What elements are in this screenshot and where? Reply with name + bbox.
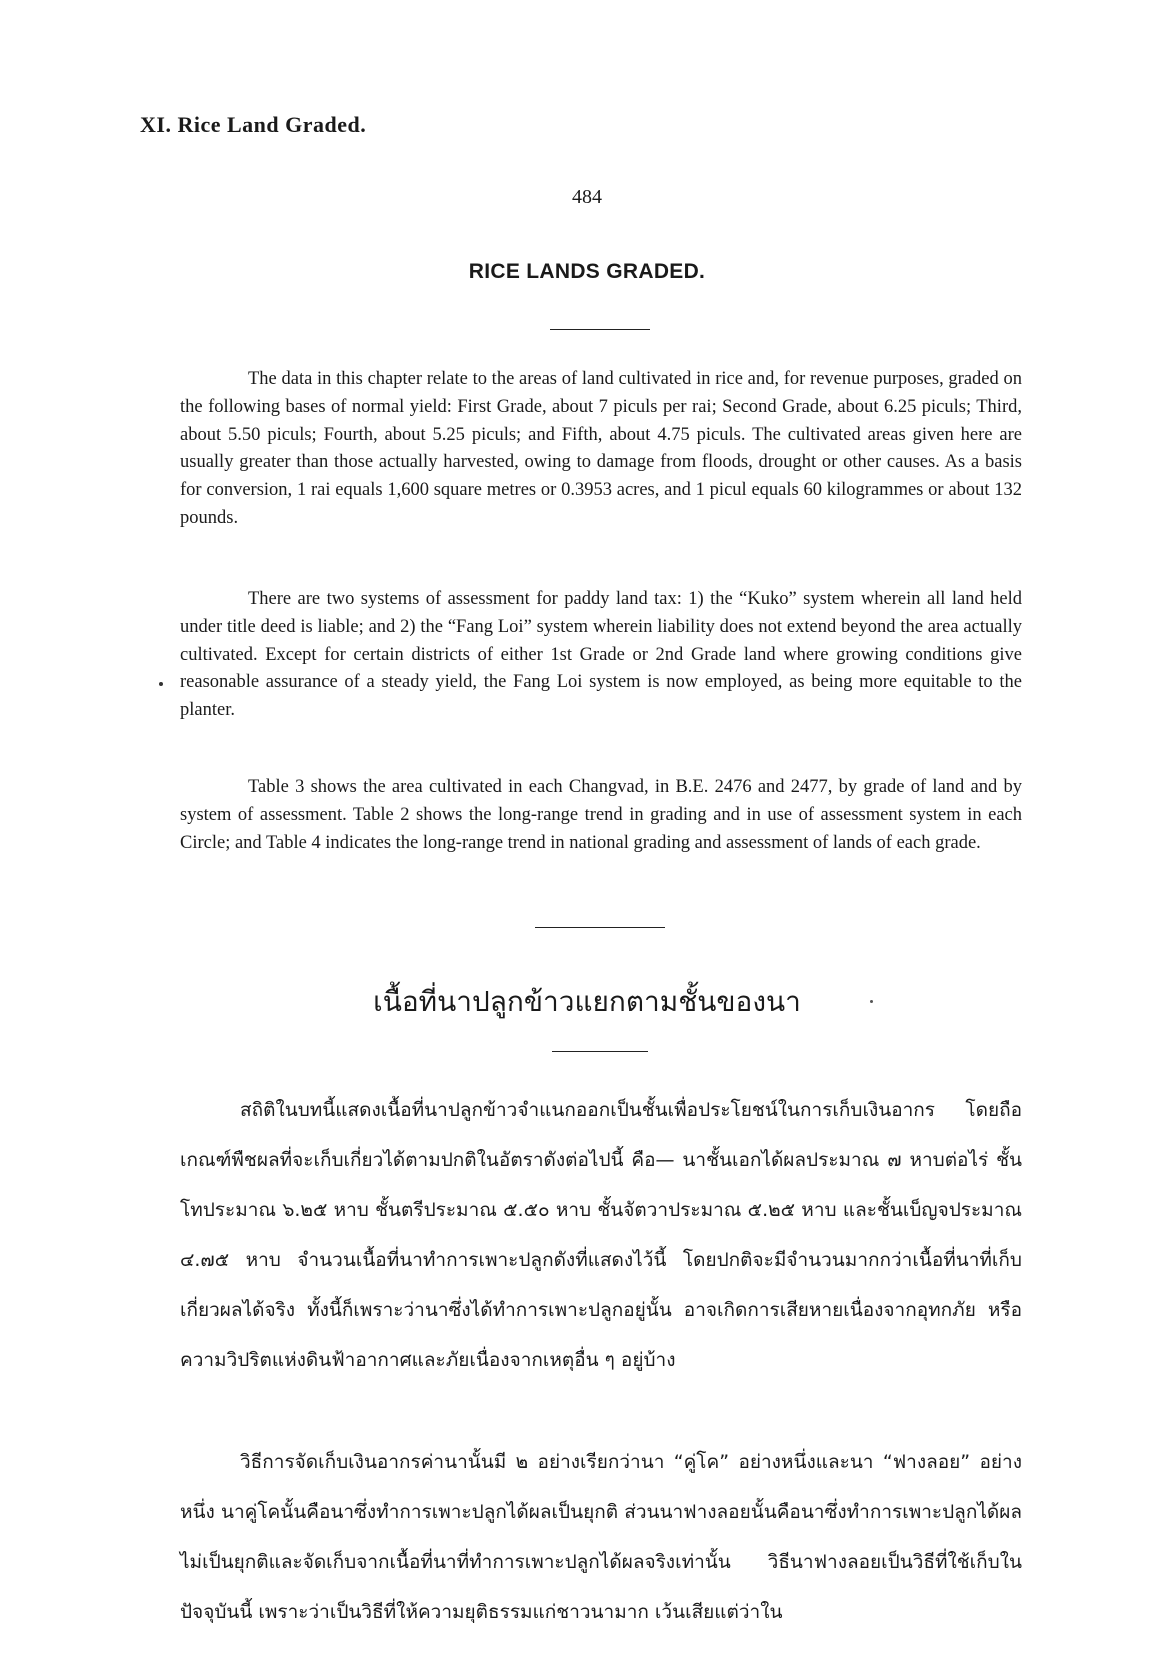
thai-paragraph-2: วิธีการจัดเก็บเงินอากรค่านานั้นมี ๒ อย่างเรียกว่านา “คู่โค” อย่างหนึ่งและนา “ฟางลอย” อย่างหนึ่ง นาคู่โคนั้นคือนาซึ่งทำการเพาะปลูกได้ผลเป็นยุกติ ส่วนนาฟางลอยนั้นคือนาซึ่งทำการเพาะปลูกได้ผลไม่เป็นยุกติและจัดเก็บจากเนื้อที่นาที่ทำการเพาะปลูกได้ผลจริงเท่านั้น วิธีนาฟางลอยเป็นวิธีที่ใช้เก็บในปัจจุบันนี้ เพราะว่าเป็นวิธีที่ให้ความยุติธรรมแก่ชาวนามาก เว้นเสียแต่ว่าใน bbox=[180, 1451, 1022, 1623]
section-label: XI. Rice Land Graded. bbox=[140, 112, 367, 137]
stray-mark bbox=[870, 1000, 873, 1003]
english-paragraph-1: The data in this chapter relate to the areas of land cultivated in rice and, for revenue purposes, graded on the following bases of normal yield: First Grade, about 7 piculs per rai; Second Grade, about 6.25 piculs; Third, about 5.50 piculs; Fourth, about 5.25 piculs; and Fifth, about 4.75 piculs. The cultivated areas given here are usually greater than those actually harvested, owing to damage from floods, drought or other causes. As a basis for conversion, 1 rai equals 1,600 square metres or 0.3953 acres, and 1 picul equals 60 kilogrammes or about 132 pounds. bbox=[180, 369, 1022, 528]
english-paragraph-2: There are two systems of assessment for paddy land tax: 1) the “Kuko” system wherein all land held under title deed is liable; and 2) the “Fang Loi” system wherein liability does not extend beyond the area actually cultivated. Except for certain districts of either 1st Grade or 2nd Grade land where growing conditions give reasonable assurance of a steady yield, the Fang Loi system is now employed, as being more equitable to the planter. bbox=[180, 589, 1022, 721]
thai-title-divider bbox=[552, 1051, 648, 1052]
thai-paragraph-1: สถิติในบทนี้แสดงเนื้อที่นาปลูกข้าวจำแนกออกเป็นชั้นเพื่อประโยชน์ในการเก็บเงินอากร โดยถือเกณฑ์พืชผลที่จะเก็บเกี่ยวได้ตามปกติในอัตราดังต่อไปนี้ คือ— นาชั้นเอกได้ผลประมาณ ๗ หาบต่อไร่ ชั้นโทประมาณ ๖.๒๕ หาบ ชั้นตรีประมาณ ๕.๕๐ หาบ ชั้นจัตวาประมาณ ๕.๒๕ หาบ และชั้นเบ็ญจประมาณ ๔.๗๕ หาบ จำนวนเนื้อที่นาทำการเพาะปลูกดังที่แสดงไว้นี้ โดยปกติจะมีจำนวนมากกว่าเนื้อที่นาที่เก็บเกี่ยวผลได้จริง ทั้งนี้ก็เพราะว่านาซึ่งได้ทำการเพาะปลูกอยู่นั้น อาจเกิดการเสียหายเนื่องจากอุทกภัย หรือความวิปริตแห่งดินฟ้าอากาศและภัยเนื่องจากเหตุอื่น ๆ อยู่บ้าง bbox=[180, 1099, 1022, 1371]
page-title: RICE LANDS GRADED. bbox=[468, 260, 706, 283]
english-paragraph-3: Table 3 shows the area cultivated in each Changvad, in B.E. 2476 and 2477, by grade of land and by system of assessment. Table 2 shows the long-range trend in grading and in use of assessment system in each Circle; and Table 4 indicates the long-range trend in national grading and assessment of lands of each grade. bbox=[180, 777, 1022, 853]
section-divider bbox=[535, 927, 665, 928]
thai-title: เนื้อที่นาปลูกข้าวแยกตามชั้นของนา bbox=[373, 985, 801, 1018]
title-divider bbox=[550, 329, 650, 330]
margin-mark bbox=[159, 682, 163, 686]
page-number: 484 bbox=[572, 186, 602, 208]
